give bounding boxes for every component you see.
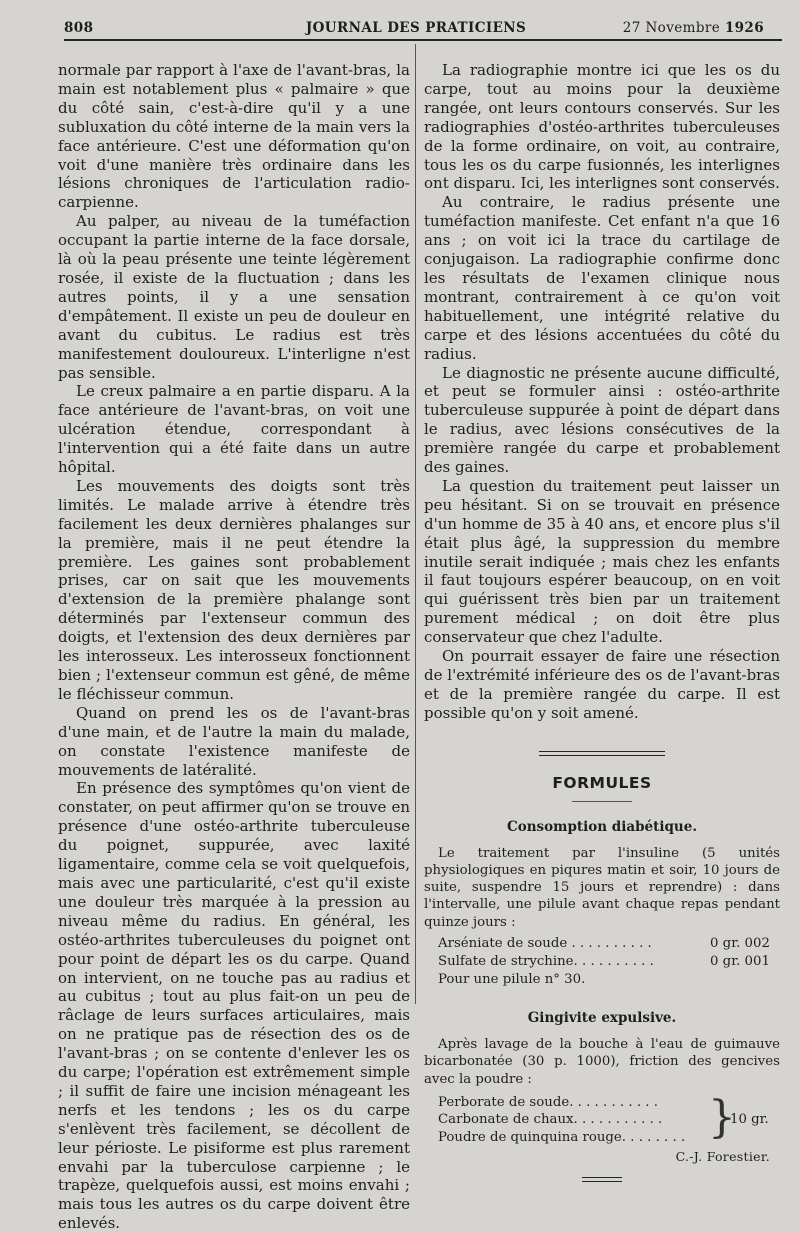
prescription-row: Poudre de quinquina rouge. . . . . . . . [438, 1129, 686, 1145]
prescription-footer: Pour une pilule n° 30. [438, 972, 586, 988]
paragraph: Le creux palmaire a en partie disparu. A la face antérieure de l'avant-bras, on voit une ulcération étendue, correspondant à l'intervention qui a été faite dans un autre hôpital. [58, 382, 410, 477]
column-divider [415, 44, 416, 1004]
page-number: 808 [64, 20, 94, 36]
brace-symbol: } [708, 1091, 736, 1143]
prescription-row: Arséniate de soude . . . . . . . . . . 0 gr. 002 [438, 936, 770, 952]
paragraph: Les mouvements des doigts sont très limités. Le malade arrive à étendre très facilement les deux dernières phalanges sur la première, mais il ne peut étendre la première. Les gaines sont probablement prises, car on sait que les mouvements d'extension de la première phalange sont déterminés par l'extenseur commun des doigts, et l'extension des deux dernières par les interosseux. Les interosseux fonctionnent bien ; l'extenseur commun est gêné, de même le fléchisseur commun. [58, 476, 410, 703]
journal-title: JOURNAL DES PRATICIENS [305, 20, 527, 36]
paragraph: Au palper, au niveau de la tuméfaction occupant la partie interne de la face dorsale, là où la peau présente une teinte légèrement rosée, il existe de la fluctuation ; dans les autres points, il y a une sensation d'empâtement. Il existe un peu de douleur en avant du cubitus. Le radius est très manifestement douloureux. L'interligne n'est pas sensible. [58, 212, 410, 382]
prescription-dose: 10 gr. [730, 1111, 769, 1127]
formula-title-gingivite: Gingivite expulsive. [527, 1010, 677, 1027]
formula-intro: Le traitement par l'insuline (5 unités physiologiques en piqures matin et soir, 10 jours de suite, suspendre 15 jours et reprendre) : dans l'intervalle, une pilule avant chaque repas pendant quinze jours : [424, 845, 780, 930]
author-signature: C.-J. Forestier. [675, 1149, 770, 1165]
paragraph: normale par rapport à l'axe de l'avant-bras, la main est notablement plus « palmaire » que du côté sain, c'est-à-dire qu'il y a une subluxation du côté interne de la main vers la face antérieure. C'est une déformation qu'on voit d'une manière très ordinaire dans les lésions chroniques de l'articulation radio-carpienne. [58, 61, 410, 212]
page-header [64, 14, 768, 38]
paragraph: Au contraire, le radius présente une tuméfaction manifeste. Cet enfant n'a que 16 ans ; on voit ici la trace du cartilage de conjugaison. La radiographie confirme donc les résultats de l'examen clinique nous montrant, contrairement à ce qu'on voit habituellement, une intégrité relative du carpe et des lésions accentuées du côté du radius. [424, 193, 780, 363]
paragraph: La question du traitement peut laisser un peu hésitant. Si on se trouvait en présence d'un homme de 35 à 40 ans, et encore plus s'il était plus âgé, la suppression du membre inutile serait indiquée ; mais chez les enfants il faut toujours espérer beaucoup, on en voit qui guérissent très bien par un traitement purement médical ; on doit être plus conservateur que chez l'adulte. [424, 476, 780, 647]
section-separator [539, 751, 665, 756]
end-rule [582, 1177, 622, 1178]
paragraph: La radiographie montre ici que les os du carpe, tout au moins pour la deuxième rangée, ont leurs contours conservés. Sur les radiographies d'ostéo-arthrites tuberculeuses de la forme ordinaire, on voit, au contraire, tous les os du carpe fusionnés, les interlignes ont disparu. Ici, les interlignes sont conservés. [424, 61, 780, 193]
formula-intro: Après lavage de la bouche à l'eau de guimauve bicarbonatée (30 p. 1000), friction des gencives avec la poudre : [424, 1036, 780, 1087]
paragraph: On pourrait essayer de faire une résection de l'extrémité inférieure des os de l'avant-bras et de la première rangée du carpe. Il est possible qu'on y soit amené. [424, 647, 780, 722]
prescription-list [438, 935, 780, 989]
issue-date: 27 Novembre 1926 [622, 20, 764, 36]
prescription-row: Perborate de soude. . . . . . . . . . . [438, 1094, 658, 1110]
formules-title: FORMULES [552, 773, 652, 792]
left-column [58, 61, 410, 1233]
paragraph: Quand on prend les os de l'avant-bras d'une main, et de l'autre la main du malade, on constate l'existence manifeste de mouvements de latéralité. [58, 703, 410, 779]
right-column [424, 61, 780, 1182]
title-underline [572, 801, 632, 802]
end-rule [582, 1181, 622, 1182]
prescription-list [438, 1091, 780, 1147]
header-rule [64, 39, 782, 41]
paragraph: En présence des symptômes qu'on vient de constater, on peut affirmer qu'on se trouve en présence d'une ostéo-arthrite tuberculeuse du poignet, suppurée, avec laxité ligamentaire, comme cela se voit quelquefois, mais avec une particularité, c'est qu'il existe une douleur très marquée à la pression au niveau même du radius. En général, les ostéo-arthrites tuberculeuses du poignet ont pour point de départ les os du carpe. Quand on intervient, on ne touche pas au radius et au cubitus ; tout au plus fait-on un peu de râclage de leurs surfaces articulaires, mais on ne pratique pas de résection des os de l'avant-bras ; on se contente d'enlever les os du carpe; l'opération est extrêmement simple ; il suffit de faire une incision ménageant les nerfs et les tendons ; les os du carpe s'enlèvent très facilement, se décollent de leur périoste. Le pisiforme est plus rarement envahi par la tuberculose carpienne ; le trapèze, quelquefois aussi, est moins envahi ; mais tous les autres os du carpe doivent être enlevés. [58, 779, 410, 1233]
prescription-row: Carbonate de chaux. . . . . . . . . . . [438, 1112, 663, 1128]
formula-title-consomption: Consomption diabétique. [506, 818, 698, 835]
prescription-row: Sulfate de strychine. . . . . . . . . . 0 gr. 001 [438, 954, 770, 970]
paragraph: Le diagnostic ne présente aucune difficulté, et peut se formuler ainsi : ostéo-arthrite tuberculeuse suppurée à point de départ dans le radius, avec lésions consécutives de la première rangée du carpe et probablement des gaines. [424, 363, 780, 477]
